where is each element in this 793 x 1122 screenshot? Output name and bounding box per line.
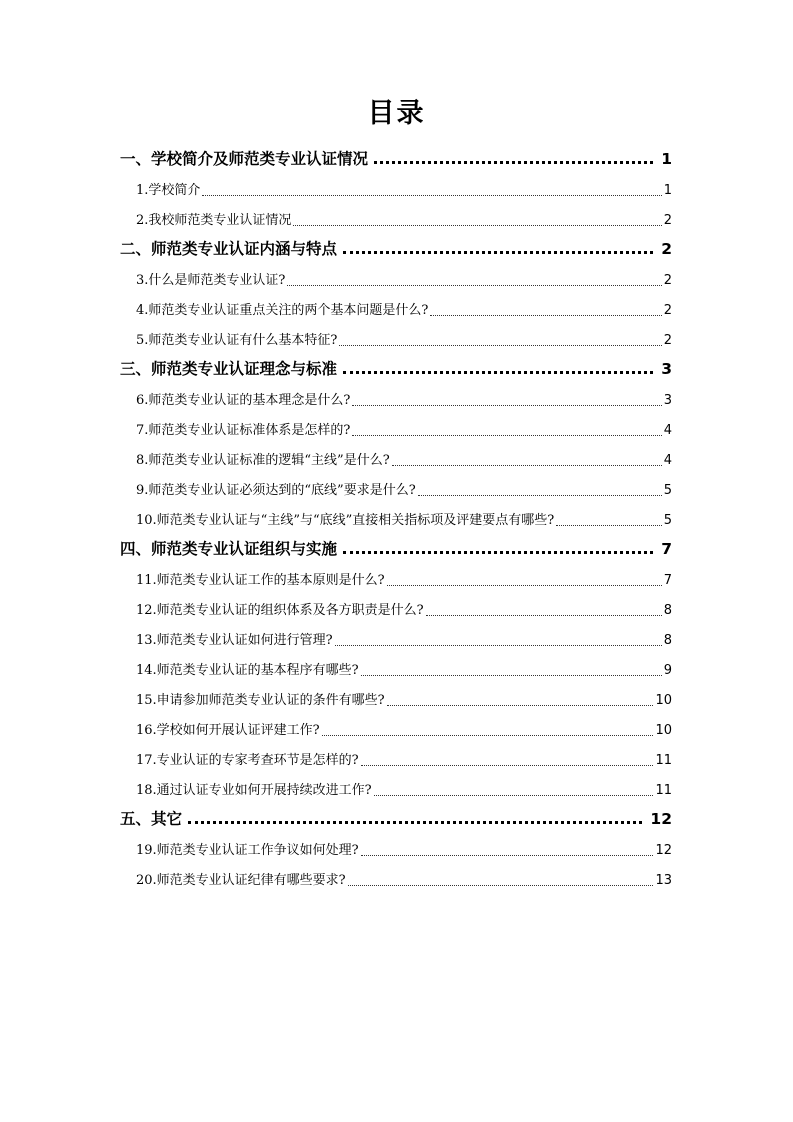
toc-entry-title: 6.师范类专业认证的基本理念是什么? xyxy=(136,393,351,408)
toc-entry-title: 5.师范类专业认证有什么基本特征? xyxy=(136,333,338,348)
toc-page-number: 8 xyxy=(663,603,672,618)
toc-entry-title: 3.什么是师范类专业认证? xyxy=(136,273,286,288)
toc-item-entry[interactable] xyxy=(120,654,672,684)
toc-page-number: 11 xyxy=(655,753,672,768)
toc-page-number: 5 xyxy=(663,483,672,498)
toc-dot-leader xyxy=(426,615,662,616)
page-title: 目录 xyxy=(367,98,426,129)
toc-dot-leader xyxy=(287,285,661,286)
table-of-contents xyxy=(120,144,672,894)
toc-dot-leader xyxy=(343,551,653,554)
toc-dot-leader xyxy=(322,735,654,736)
toc-page-number: 9 xyxy=(663,663,672,678)
toc-dot-leader xyxy=(387,705,654,706)
toc-dot-leader xyxy=(361,855,654,856)
toc-dot-leader xyxy=(352,435,661,436)
toc-dot-leader xyxy=(188,821,642,824)
toc-page-number: 1 xyxy=(661,150,672,168)
toc-item-entry[interactable] xyxy=(120,294,672,324)
toc-entry-title: 12.师范类专业认证的组织体系及各方职责是什么? xyxy=(136,603,424,618)
toc-entry-title: 13.师范类专业认证如何进行管理? xyxy=(136,633,333,648)
toc-page-number: 1 xyxy=(663,183,672,198)
toc-dot-leader xyxy=(202,195,661,196)
toc-item-entry[interactable] xyxy=(120,864,672,894)
toc-item-entry[interactable] xyxy=(120,174,672,204)
toc-entry-title: 17.专业认证的专家考查环节是怎样的? xyxy=(136,753,359,768)
toc-page-number: 3 xyxy=(663,393,672,408)
toc-item-entry[interactable] xyxy=(120,834,672,864)
toc-section-entry[interactable] xyxy=(120,534,672,564)
toc-page-number: 2 xyxy=(663,213,672,228)
toc-dot-leader xyxy=(343,371,653,374)
toc-entry-title: 8.师范类专业认证标准的逻辑“主线”是什么? xyxy=(136,453,390,468)
toc-entry-title: 一、学校简介及师范类专业认证情况 xyxy=(120,150,369,168)
toc-page-number: 4 xyxy=(663,423,672,438)
toc-entry-title: 4.师范类专业认证重点关注的两个基本问题是什么? xyxy=(136,303,429,318)
toc-entry-title: 16.学校如何开展认证评建工作? xyxy=(136,723,320,738)
toc-page-number: 11 xyxy=(655,783,672,798)
toc-dot-leader xyxy=(387,585,662,586)
toc-page-number: 10 xyxy=(655,723,672,738)
toc-page-number: 8 xyxy=(663,633,672,648)
toc-page-number: 2 xyxy=(663,273,672,288)
toc-item-entry[interactable] xyxy=(120,474,672,504)
toc-entry-title: 1.学校简介 xyxy=(136,183,201,198)
toc-item-entry[interactable] xyxy=(120,774,672,804)
toc-entry-title: 14.师范类专业认证的基本程序有哪些? xyxy=(136,663,359,678)
toc-item-entry[interactable] xyxy=(120,414,672,444)
toc-dot-leader xyxy=(392,465,662,466)
toc-entry-title: 二、师范类专业认证内涵与特点 xyxy=(120,240,338,258)
toc-entry-title: 10.师范类专业认证与“主线”与“底线”直接相关指标项及评建要点有哪些? xyxy=(136,513,555,528)
toc-item-entry[interactable] xyxy=(120,504,672,534)
toc-entry-title: 四、师范类专业认证组织与实施 xyxy=(120,540,338,558)
toc-item-entry[interactable] xyxy=(120,624,672,654)
toc-entry-title: 五、其它 xyxy=(120,810,183,828)
toc-item-entry[interactable] xyxy=(120,264,672,294)
toc-dot-leader xyxy=(374,161,653,164)
toc-entry-title: 18.通过认证专业如何开展持续改进工作? xyxy=(136,783,372,798)
toc-page-number: 2 xyxy=(663,303,672,318)
toc-section-entry[interactable] xyxy=(120,354,672,384)
toc-dot-leader xyxy=(361,675,662,676)
toc-dot-leader xyxy=(556,525,661,526)
toc-entry-title: 2.我校师范类专业认证情况 xyxy=(136,213,292,228)
toc-page-number: 7 xyxy=(661,540,672,558)
toc-entry-title: 15.申请参加师范类专业认证的条件有哪些? xyxy=(136,693,385,708)
toc-page-number: 10 xyxy=(655,693,672,708)
toc-entry-title: 7.师范类专业认证标准体系是怎样的? xyxy=(136,423,351,438)
toc-item-entry[interactable] xyxy=(120,204,672,234)
toc-entry-title: 三、师范类专业认证理念与标准 xyxy=(120,360,338,378)
toc-page-number: 4 xyxy=(663,453,672,468)
toc-page-number: 3 xyxy=(661,360,672,378)
toc-item-entry[interactable] xyxy=(120,564,672,594)
toc-page-number: 12 xyxy=(655,843,672,858)
toc-page-number: 2 xyxy=(663,333,672,348)
toc-page-number: 13 xyxy=(655,873,672,888)
toc-dot-leader xyxy=(348,885,654,886)
toc-item-entry[interactable] xyxy=(120,744,672,774)
toc-dot-leader xyxy=(361,765,654,766)
toc-item-entry[interactable] xyxy=(120,684,672,714)
toc-dot-leader xyxy=(430,315,661,316)
toc-dot-leader xyxy=(335,645,662,646)
toc-page-number: 5 xyxy=(663,513,672,528)
toc-page-number: 2 xyxy=(661,240,672,258)
toc-item-entry[interactable] xyxy=(120,324,672,354)
toc-item-entry[interactable] xyxy=(120,444,672,474)
toc-dot-leader xyxy=(293,225,661,226)
toc-dot-leader xyxy=(418,495,662,496)
toc-entry-title: 20.师范类专业认证纪律有哪些要求? xyxy=(136,873,346,888)
toc-item-entry[interactable] xyxy=(120,384,672,414)
toc-dot-leader xyxy=(339,345,661,346)
toc-dot-leader xyxy=(343,251,653,254)
toc-dot-leader xyxy=(352,405,661,406)
toc-page-number: 7 xyxy=(663,573,672,588)
toc-page-number: 12 xyxy=(650,810,672,828)
toc-dot-leader xyxy=(374,795,654,796)
toc-entry-title: 11.师范类专业认证工作的基本原则是什么? xyxy=(136,573,385,588)
toc-section-entry[interactable] xyxy=(120,144,672,174)
toc-section-entry[interactable] xyxy=(120,234,672,264)
toc-entry-title: 9.师范类专业认证必须达到的“底线”要求是什么? xyxy=(136,483,416,498)
toc-section-entry[interactable] xyxy=(120,804,672,834)
toc-entry-title: 19.师范类专业认证工作争议如何处理? xyxy=(136,843,359,858)
toc-item-entry[interactable] xyxy=(120,714,672,744)
toc-item-entry[interactable] xyxy=(120,594,672,624)
